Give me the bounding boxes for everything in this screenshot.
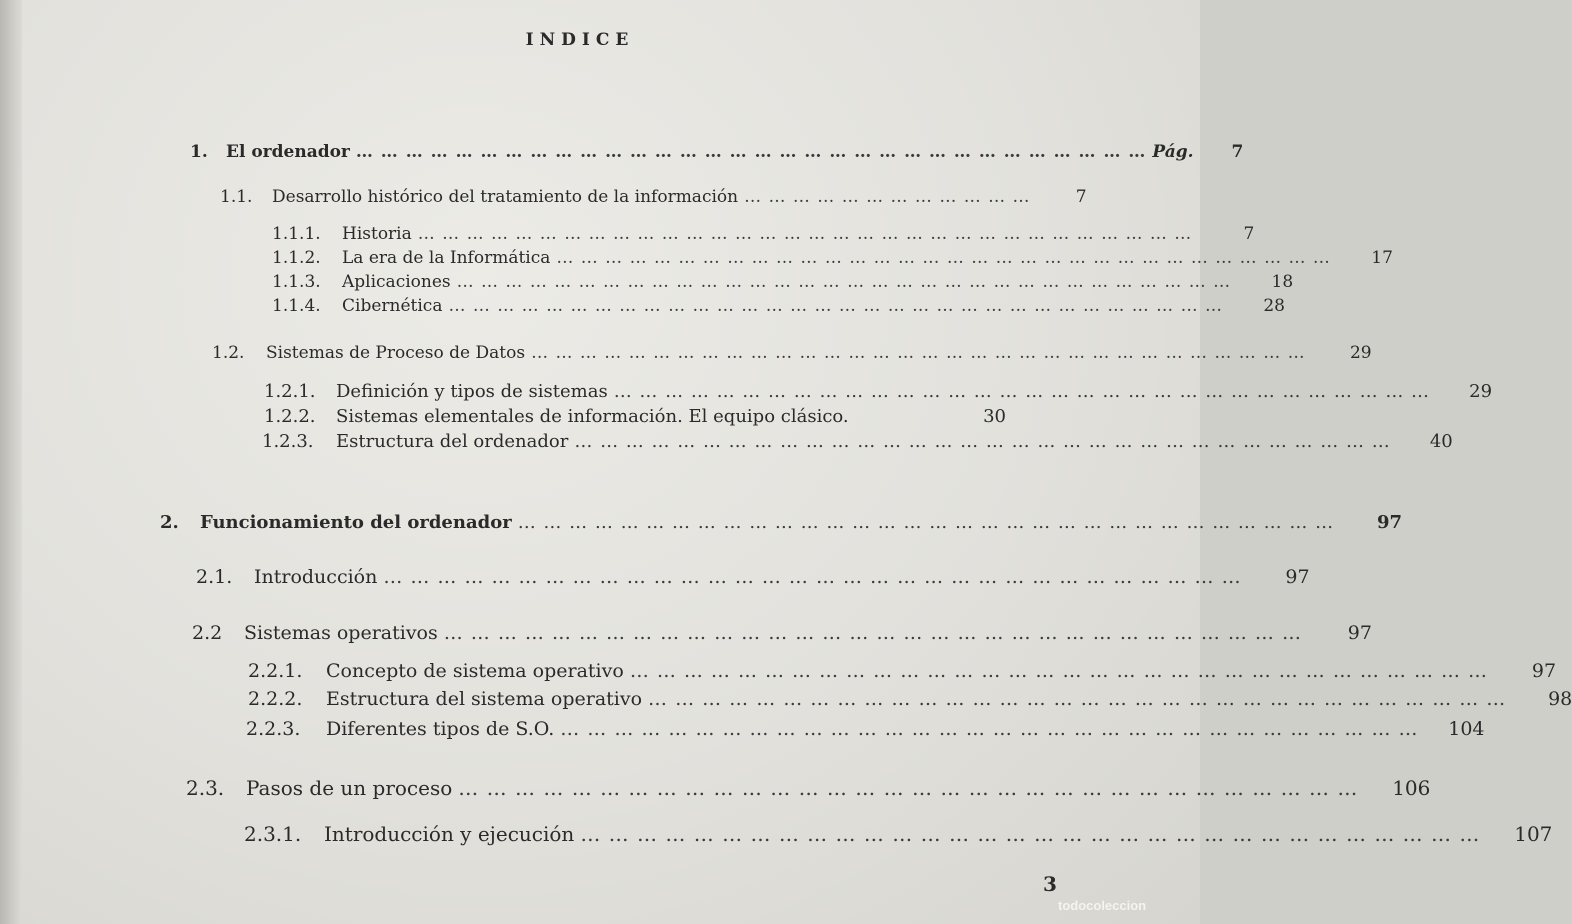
- entry-page: 97: [1347, 622, 1372, 644]
- entry-number: 1.1.1.: [272, 224, 321, 244]
- entry-page: 97: [1285, 566, 1310, 588]
- leader-dots: … … … … … … … … … … … … … … … … … … … … … … … … … … … … … … … …: [574, 431, 1391, 452]
- entry-number: 2.2: [192, 622, 223, 644]
- entry-page: 107: [1514, 822, 1553, 846]
- entry-page: 97: [1377, 512, 1403, 533]
- entry-page: 28: [1263, 296, 1285, 316]
- toc-entry: [262, 431, 1453, 457]
- entry-number: 2.3.1.: [244, 822, 302, 846]
- toc-entry: [272, 224, 1255, 250]
- page-abbrev: Pág.: [1152, 142, 1194, 162]
- entry-number: 1.2.3.: [262, 431, 314, 452]
- entry-page: 7: [1231, 142, 1244, 162]
- watermark-text: todocoleccion: [1058, 898, 1147, 913]
- entry-page: 7: [1243, 224, 1255, 244]
- toc-entry: [264, 406, 1006, 432]
- toc-entry: [248, 688, 1572, 714]
- toc-entry: [196, 566, 1310, 592]
- toc-entry: [212, 343, 1372, 369]
- entry-page: 106: [1392, 776, 1431, 800]
- toc-entry: [248, 660, 1557, 686]
- toc-entry: [246, 718, 1485, 744]
- entry-number: 2.: [160, 512, 179, 533]
- toc-entry: [160, 512, 1403, 538]
- entry-page: 40: [1429, 431, 1453, 452]
- entry-number: 1.1.: [220, 187, 253, 207]
- index-title: INDICE: [525, 30, 635, 50]
- toc-entry: [272, 272, 1294, 298]
- leader-dots: … … … … … … … … … … … … … … … … … … … … … … … … … … … … … … … …: [560, 718, 1419, 740]
- entry-page: 98: [1548, 688, 1572, 710]
- leader-dots: … … … … … … … … … … … … … … … … … … … … … … … … … … … … … … … …: [613, 381, 1431, 402]
- leader-dots: … … … … … … … … … … … … … … … … … … … … … … … … … … … … … … … …: [556, 248, 1331, 268]
- leader-dots: … … … … … … … … … … … … … … … … … … … … … … … … … … … … … … … …: [629, 660, 1489, 682]
- entry-label: Sistemas operativos: [244, 622, 438, 644]
- leader-dots: … … … … … … … … … … … … … … … … … … … … … … … … … … … … … … … …: [531, 343, 1306, 363]
- entry-label: Cibernética: [342, 296, 443, 316]
- toc-entry: [192, 622, 1372, 648]
- entry-label: Introducción: [254, 566, 378, 588]
- entry-number: 1.2.1.: [264, 381, 316, 402]
- leader-dots: … … … … … … … … … … … … … … … … … … … … … … … … … … … … … … … …: [443, 622, 1302, 644]
- leader-dots: … … … … … … … … … … … … … … … … … … … … … … … … … … … … … … … …: [456, 272, 1232, 292]
- toc-entry: [186, 776, 1431, 802]
- leader-dots: … … … … … … … … … … … … … … … … … … … … … … … … … … … … … … … …: [355, 142, 1147, 162]
- leader-dots: … … … … … … … … … … … … … … … … … … … … … … … … … … … … … … … …: [383, 566, 1242, 588]
- entry-number: 2.2.1.: [248, 660, 303, 682]
- leader-dots: … … … … … … … … … … … … … … … … … … … … … … … … … … … … … … … …: [417, 224, 1193, 244]
- entry-label: El ordenador: [226, 142, 350, 162]
- toc-entry: [272, 296, 1285, 322]
- entry-label: Estructura del sistema operativo: [326, 688, 643, 710]
- entry-label: Funcionamiento del ordenador: [200, 512, 512, 533]
- leader-dots: … … … … … … … … … … … … … … … … … … … … … … … … … … … … … … … …: [517, 512, 1335, 533]
- page-number: 3: [1043, 872, 1057, 896]
- leader-dots: … … … … … … … … … … … … … … … … … … … … … … … … … … … … … … … …: [458, 776, 1359, 800]
- entry-number: 1.1.2.: [272, 248, 321, 268]
- entry-number: 1.1.4.: [272, 296, 321, 316]
- entry-page: 29: [1349, 343, 1372, 363]
- entry-number: 2.3.: [186, 776, 225, 800]
- entry-label: Definición y tipos de sistemas: [336, 381, 608, 402]
- book-spine-shadow: [0, 0, 22, 924]
- entry-number: 1.1.3.: [272, 272, 321, 292]
- entry-number: 1.2.: [212, 343, 245, 363]
- leader-dots: … … … … … … … … … … … … … … … … … … … … … … … … … … … … … … … …: [448, 296, 1223, 316]
- entry-number: 1.2.2.: [264, 406, 316, 427]
- entry-number: 2.2.2.: [248, 688, 303, 710]
- entry-page: 18: [1271, 272, 1294, 292]
- leader-dots: … … … … … … … … … … … … … … … … … … … … … … … … … … … … … … … …: [580, 822, 1481, 846]
- toc-entry: [220, 187, 1087, 213]
- entry-label: Sistemas elementales de información. El equipo clásico.: [336, 406, 849, 427]
- entry-label: Aplicaciones: [342, 272, 451, 292]
- entry-page: 7: [1075, 187, 1087, 207]
- toc-entry: [244, 822, 1553, 848]
- entry-label: Desarrollo histórico del tratamiento de la información: [272, 187, 739, 207]
- entry-label: Diferentes tipos de S.O.: [326, 718, 555, 740]
- entry-page: 97: [1531, 660, 1557, 682]
- leader-dots: … … … … … … … … … … … …: [744, 187, 1031, 207]
- toc-entry: [190, 142, 1244, 168]
- entry-page: 17: [1371, 248, 1393, 268]
- entry-page: 29: [1469, 381, 1493, 402]
- entry-label: La era de la Informática: [342, 248, 551, 268]
- leader-dots: … … … … … … … … … … … … … … … … … … … … … … … … … … … … … … … …: [648, 688, 1507, 710]
- entry-label: Introducción y ejecución: [324, 822, 575, 846]
- entry-number: 1.: [190, 142, 208, 162]
- entry-label: Estructura del ordenador: [336, 431, 569, 452]
- entry-page: 30: [983, 406, 1006, 427]
- entry-label: Pasos de un proceso: [246, 776, 453, 800]
- entry-label: Historia: [342, 224, 412, 244]
- toc-entry: [264, 381, 1493, 407]
- entry-label: Sistemas de Proceso de Datos: [266, 343, 526, 363]
- entry-page: 104: [1448, 718, 1485, 740]
- entry-number: 2.1.: [196, 566, 233, 588]
- toc-entry: [272, 248, 1393, 274]
- entry-number: 2.2.3.: [246, 718, 301, 740]
- entry-label: Concepto de sistema operativo: [326, 660, 624, 682]
